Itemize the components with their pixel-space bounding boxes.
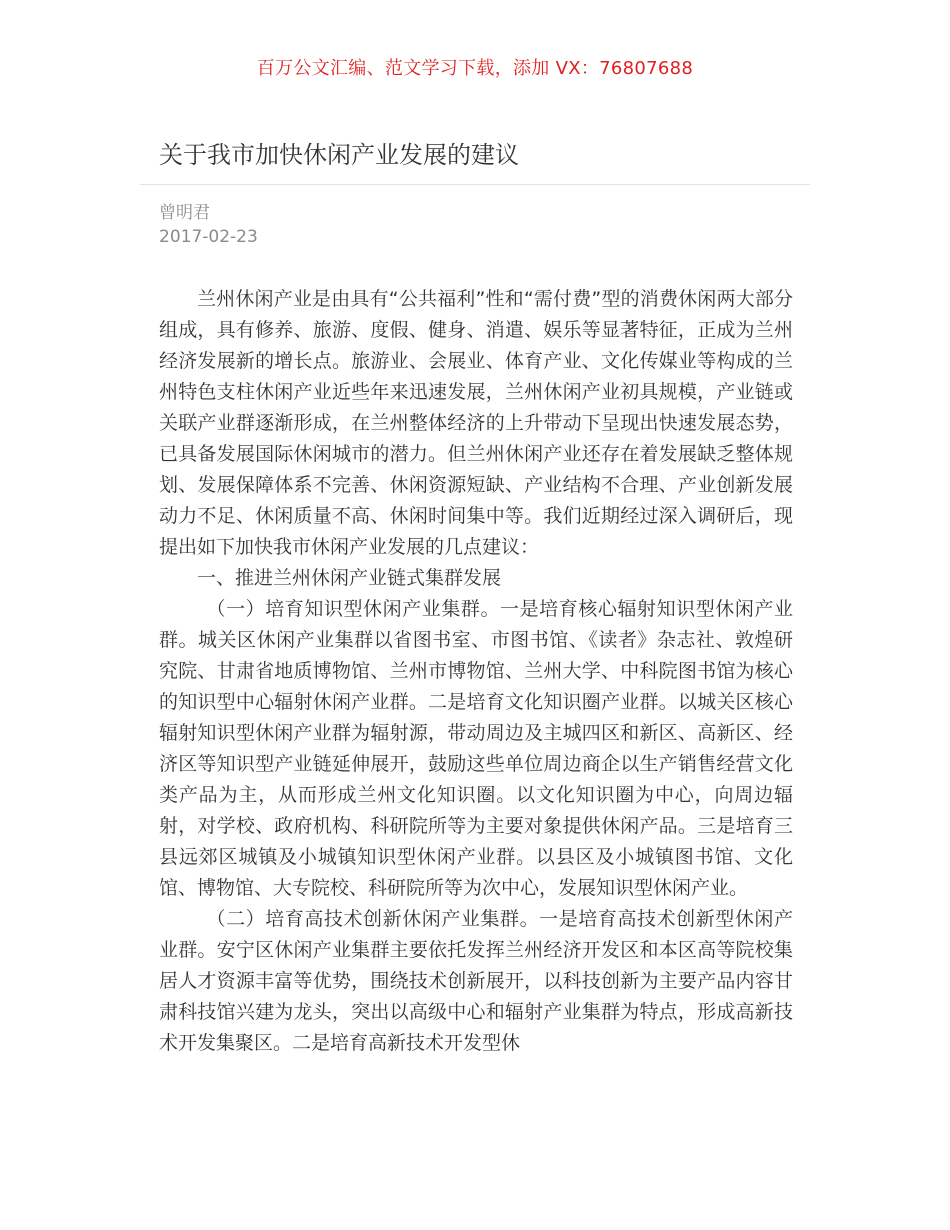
intro-paragraph: 兰州休闲产业是由具有“公共福利”性和“需付费”型的消费休闲两大部分组成，具有修养、旅游、度假、健身、消遣、娱乐等显著特征，正成为兰州经济发展新的增长点。旅游业、会展业、体育产业、文化传媒业等构成的兰州特色支柱休闲产业近些年来迅速发展，兰州休闲产业初具规模，产业链或关联产业群逐渐形成，在兰州整体经济的上升带动下呈现出快速发展态势，已具备发展国际休闲城市的潜力。但兰州休闲产业还存在着发展缺乏整体规划、发展保障体系不完善、休闲资源短缺、产业结构不合理、产业创新发展动力不足、休闲质量不高、休闲时间集中等。我们近期经过深入调研后，现提出如下加快我市休闲产业发展的几点建议：: [159, 288, 793, 558]
article-body: [159, 284, 793, 1059]
article-meta: [159, 201, 258, 249]
promo-banner: 百万公文汇编、范文学习下载，添加 VX：76807688: [256, 58, 694, 79]
title-divider: [140, 184, 810, 185]
body-paragraph-knowledge: （一）培育知识型休闲产业集群。一是培育核心辐射知识型休闲产业群。城关区休闲产业集群以省图书室、市图书馆、《读者》杂志社、敦煌研究院、甘肃省地质博物馆、兰州市博物馆、兰州大学、中科院图书馆为核心的知识型中心辐射休闲产业群。二是培育文化知识圈产业群。以城关区核心辐射知识型休闲产业群为辐射源，带动周边及主城四区和新区、高新区、经济区等知识型产业链延伸展开，鼓励这些单位周边商企以生产销售经营文化类产品为主，从而形成兰州文化知识圈。以文化知识圈为中心，向周边辐射，对学校、政府机构、科研院所等为主要对象提供休闲产品。三是培育三县远郊区城镇及小城镇知识型休闲产业群。以县区及小城镇图书馆、文化馆、博物馆、大专院校、科研院所等为次中心，发展知识型休闲产业。: [159, 598, 793, 899]
body-paragraph-hightech: （二）培育高技术创新休闲产业集群。一是培育高技术创新型休闲产业群。安宁区休闲产业集群主要依托发挥兰州经济开发区和本区高等院校集居人才资源丰富等优势，围绕技术创新展开，以科技创新为主要产品内容甘肃科技馆兴建为龙头，突出以高级中心和辐射产业集群为特点，形成高新技术开发集聚区。二是培育高新技术开发型休: [159, 908, 793, 1054]
section-heading: 一、推进兰州休闲产业链式集群发展: [197, 567, 502, 589]
article-author: 曾明君: [159, 203, 210, 223]
article-date: 2017-02-23: [159, 227, 258, 247]
article-title: 关于我市加快休闲产业发展的建议: [159, 141, 519, 169]
